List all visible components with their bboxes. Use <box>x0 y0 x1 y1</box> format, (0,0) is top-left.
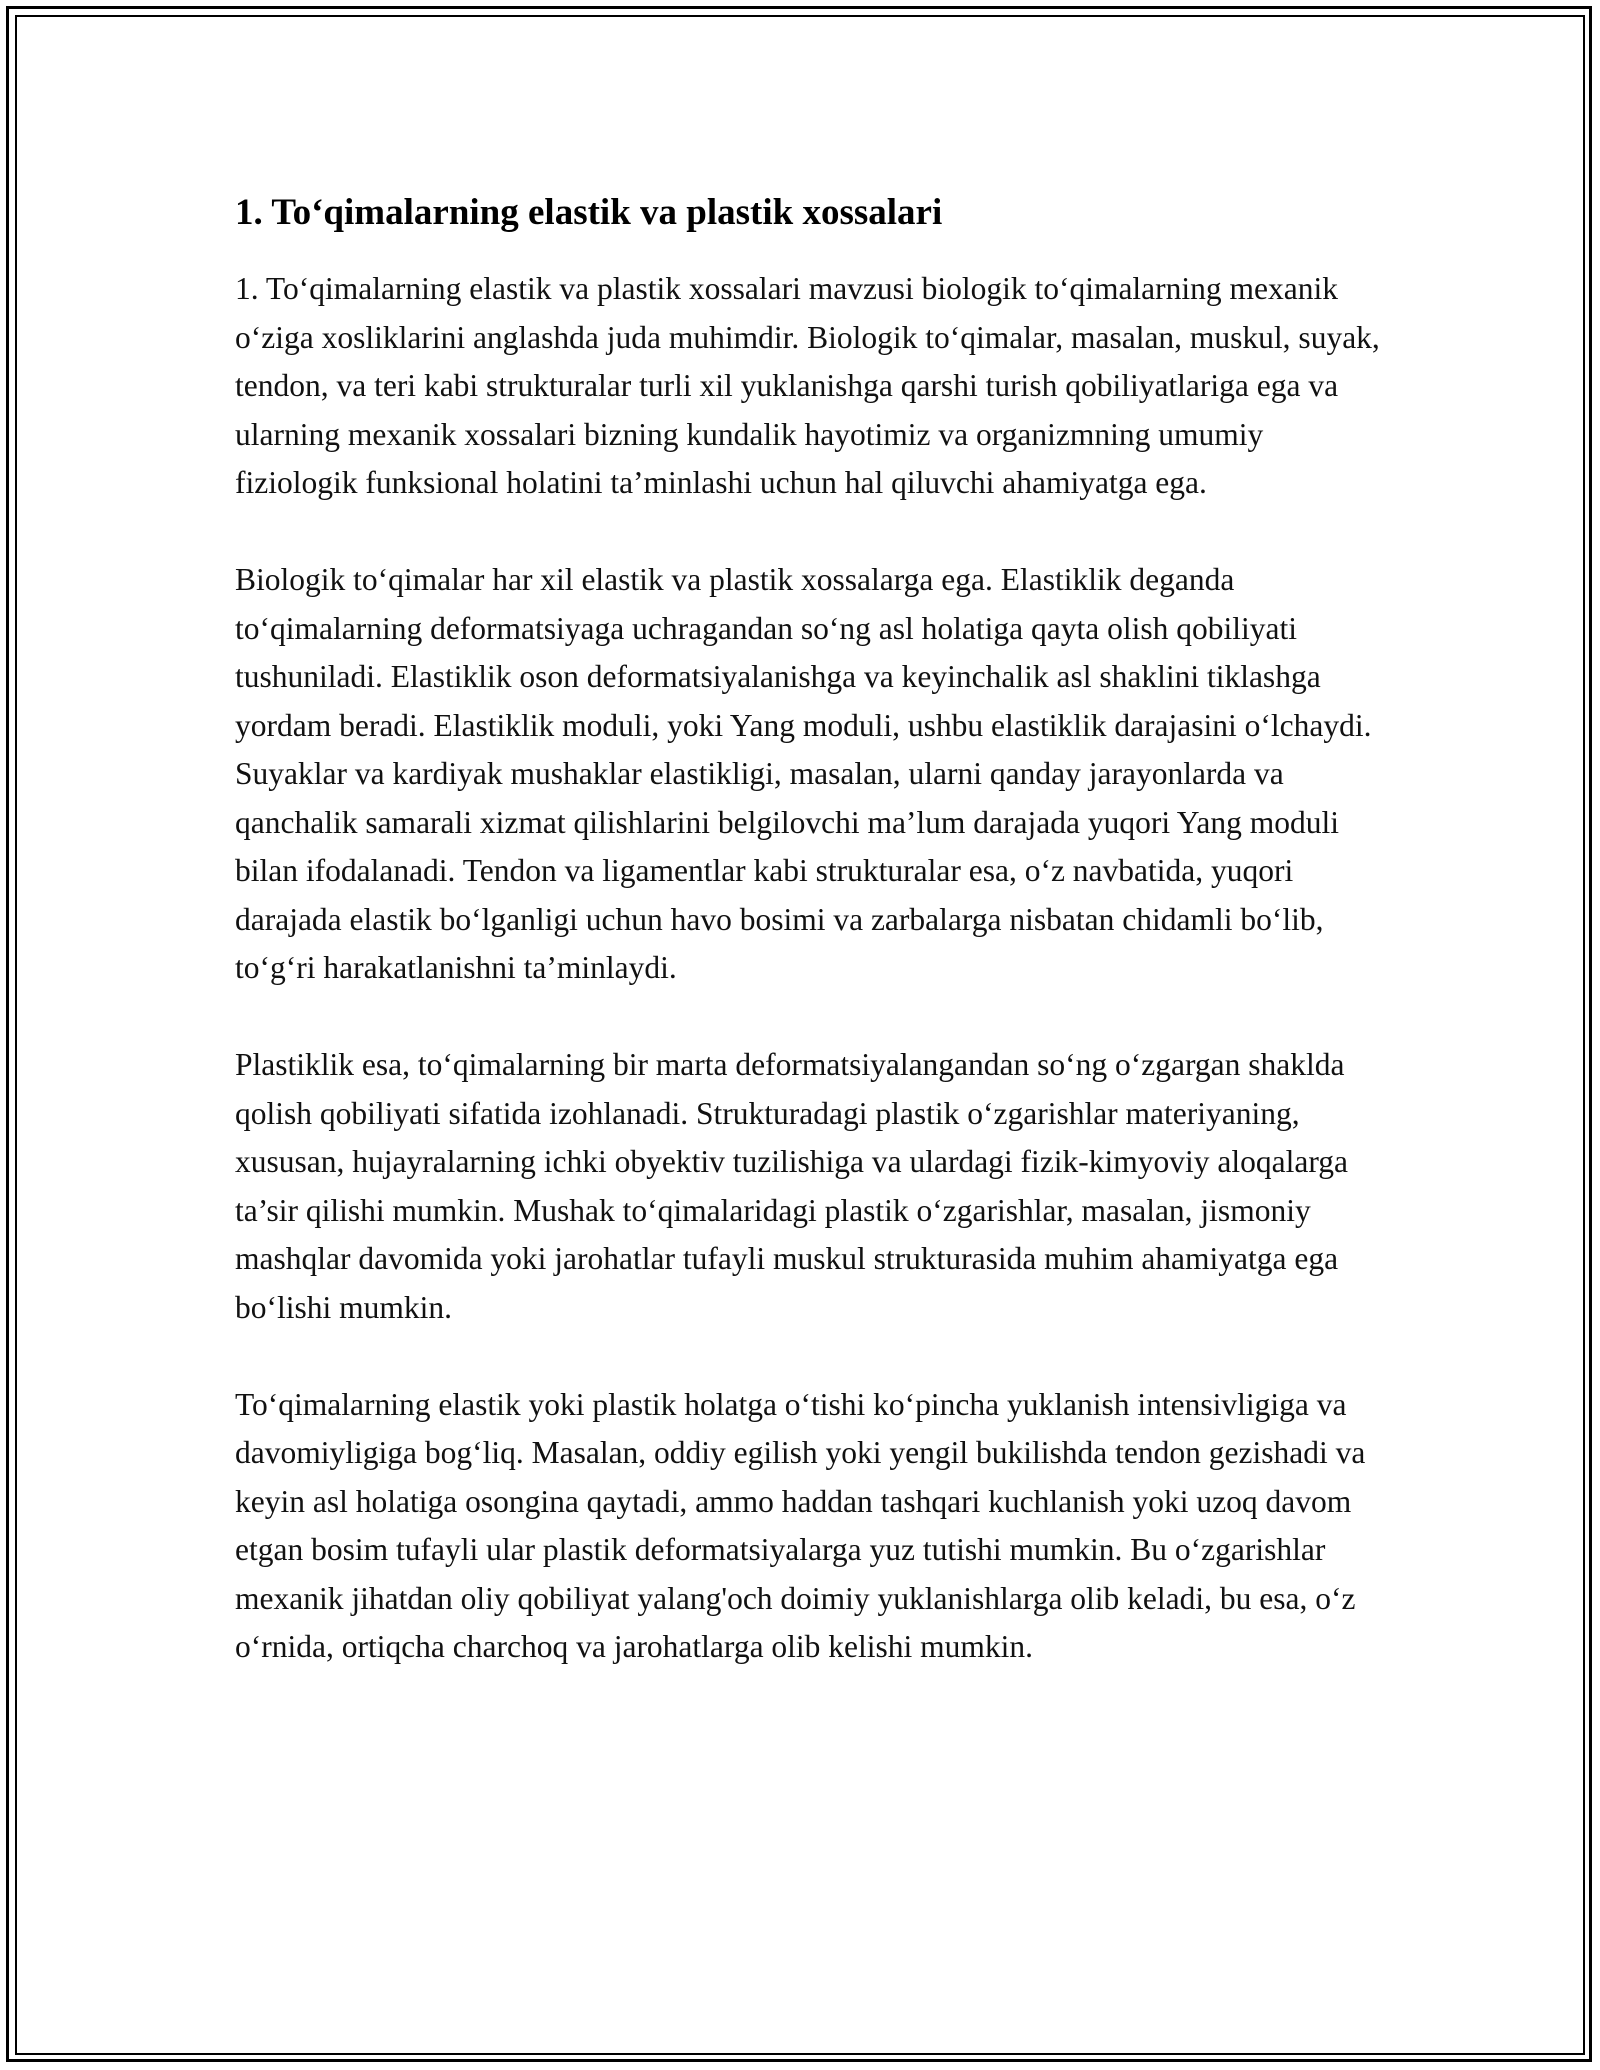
paragraph-plasticity: Plastiklik esa, to‘qimalarning bir marta deformatsiyalangandan so‘ng o‘zgargan shaklda qolish qobiliyati sifatida izohlanadi. Strukturadagi plastik o‘zgarishlar materiyaning, xususan, hujayralarning ichki obyektiv tuzilishiga va ulardagi fizik-kimyoviy aloqalarga ta’sir qilishi mumkin. Mushak to‘qimalaridagi plastik o‘zgarishlar, masalan, jismoniy mashqlar davomida yoki jarohatlar tufayli muskul strukturasida muhim ahamiyatga ega bo‘lishi mumkin. <box>235 1047 1349 1325</box>
paragraph-intro: 1. To‘qimalarning elastik va plastik xossalari mavzusi biologik to‘qimalarning mexanik o‘ziga xosliklarini anglashda juda muhimdir. Biologik to‘qimalar, masalan, muskul, suyak, tendon, va teri kabi strukturalar turli xil yuklanishga qarshi turish qobiliyatlariga ega va ularning mexanik xossalari bizning kundalik hayotimiz va organizmning umumiy fiziologik funksional holatini ta’minlashi uchun hal qiluvchi ahamiyatga ega. <box>235 271 1380 500</box>
document-title: 1. To‘qimalarning elastik va plastik xossalari <box>235 192 943 233</box>
paragraph-elasticity: Biologik to‘qimalar har xil elastik va plastik xossalarga ega. Elastiklik deganda to‘qimalarning deformatsiyaga uchragandan so‘ng asl holatiga qayta olish qobiliyati tushuniladi. Elastiklik oson deformatsiyalanishga va keyinchalik asl shaklini tiklashga yordam beradi. Elastiklik moduli, yoki Yang moduli, ushbu elastiklik darajasini o‘lchaydi. Suyaklar va kardiyak mushaklar elastikligi, masalan, ularni qanday jarayonlarda va qanchalik samarali xizmat qilishlarini belgilovchi ma’lum darajada yuqori Yang moduli bilan ifodalanadi. Tendon va ligamentlar kabi strukturalar esa, o‘z navbatida, yuqori darajada elastik bo‘lganligi uchun havo bosimi va zarbalarga nisbatan chidamli bo‘lib, to‘g‘ri harakatlanishni ta’minlaydi. <box>235 562 1372 985</box>
paragraph-loading: To‘qimalarning elastik yoki plastik holatga o‘tishi ko‘pincha yuklanish intensivligiga va davomiyligiga bog‘liq. Masalan, oddiy egilish yoki yengil bukilishda tendon gezishadi va keyin asl holatiga osongina qaytadi, ammo haddan tashqari kuchlanish yoki uzoq davom etgan bosim tufayli ular plastik deformatsiyalarga yuz tutishi mumkin. Bu o‘zgarishlar mexanik jihatdan oliy qobiliyat yalang'och doimiy yuklanishlarga olib keladi, bu esa, o‘z o‘rnida, ortiqcha charchoq va jarohatlarga olib kelishi mumkin. <box>235 1386 1366 1664</box>
document-body <box>235 183 1385 1720</box>
